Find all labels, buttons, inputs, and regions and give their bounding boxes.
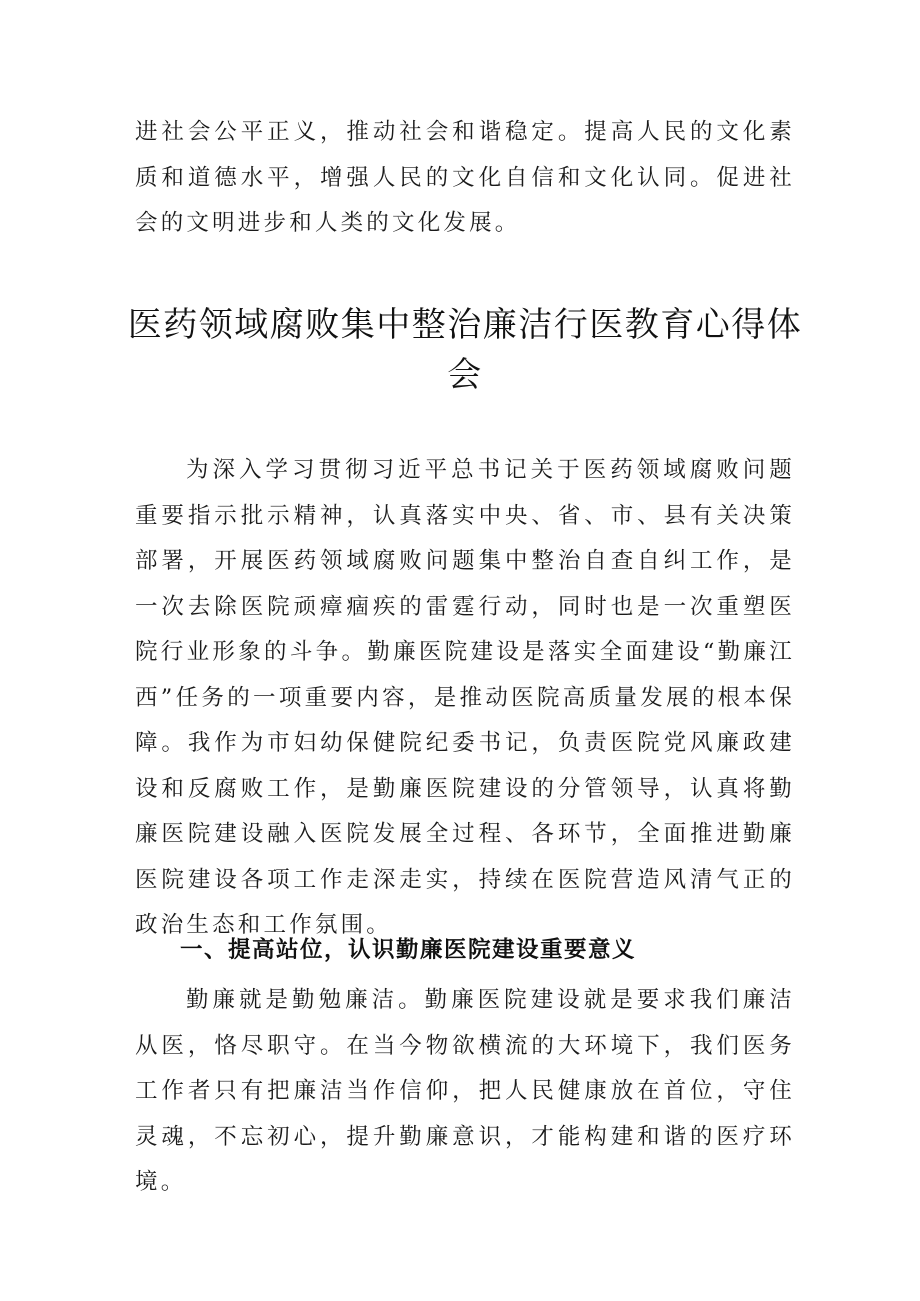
section-heading-1: 一、提高站位，认识勤廉医院建设重要意义 <box>180 937 637 963</box>
body-paragraph-1: 为深入学习贯彻习近平总书记关于医药领域腐败问题重要指示批示精神，认真落实中央、省、市、县有关决策部署，开展医药领域腐败问题集中整治自查自纠工作，是一次去除医院顽瘴痼疾的雷霆行动，同时也是一次重塑医院行业形象的斗争。勤廉医院建设是落实全面建设“勤廉江西”任务的一项重要内容，是推动医院高质量发展的根本保障。我作为市妇幼保健院纪委书记，负责医院党风廉政建设和反腐败工作，是勤廉医院建设的分管领导，认真将勤廉医院建设融入医院发展全过程、各环节，全面推进勤廉医院建设各项工作走深走实，持续在医院营造风清气正的政治生态和工作氛围。 <box>135 457 795 938</box>
continued-paragraph: 进社会公平正义，推动社会和谐稳定。提高人民的文化素质和道德水平，增强人民的文化自信和文化认同。促进社会的文明进步和人类的文化发展。 <box>135 119 795 236</box>
document-title: 医药领域腐败集中整治廉洁行医教育心得体会 <box>127 305 803 395</box>
body-paragraph-2: 勤廉就是勤勉廉洁。勤廉医院建设就是要求我们廉洁从医，恪尽职守。在当今物欲横流的大环境下，我们医务工作者只有把廉洁当作信仰，把人民健康放在首位，守住灵魂，不忘初心，提升勤廉意识，才能构建和谐的医疗环境。 <box>135 987 795 1195</box>
